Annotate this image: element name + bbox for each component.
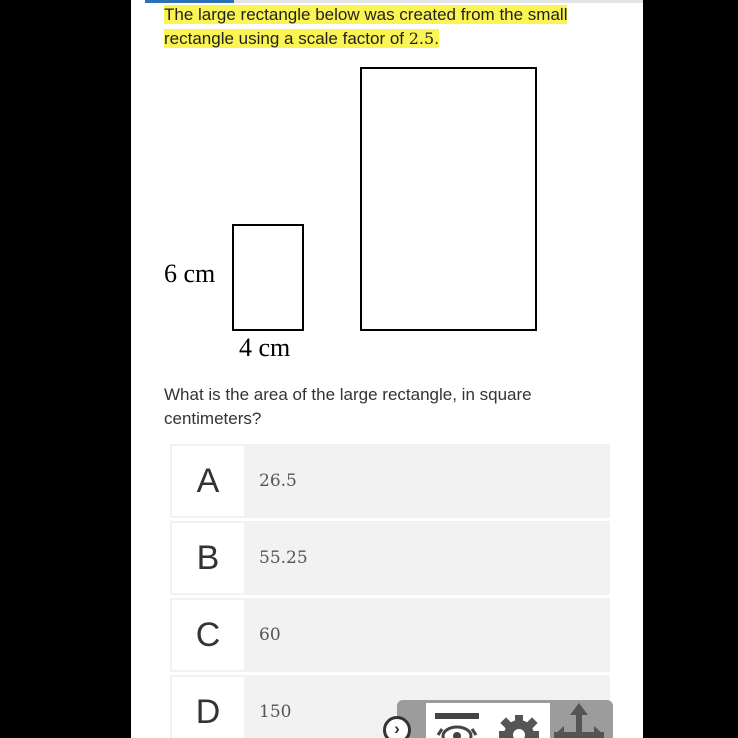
choice-b[interactable] (170, 521, 610, 595)
question-text (164, 3, 604, 50)
small-rectangle (232, 224, 304, 331)
large-rectangle (360, 67, 537, 331)
question-prompt: What is the area of the large rectangle, in square centimeters? (164, 385, 532, 428)
choice-letter: C (172, 600, 244, 670)
choice-c[interactable] (170, 598, 610, 672)
choice-value: 150 (259, 702, 292, 722)
scale-factor: 2.5 (408, 28, 435, 48)
gear-icon (488, 703, 550, 738)
small-rect-height-label: 6 cm (164, 259, 216, 288)
eye-reveal-icon (426, 703, 488, 738)
choice-letter: D (172, 677, 244, 738)
small-rect-width-label: 4 cm (239, 333, 291, 362)
choice-letter: B (172, 523, 244, 593)
chevron-right-icon[interactable]: › (383, 716, 411, 738)
choice-value: 26.5 (259, 471, 297, 491)
choice-letter: A (172, 446, 244, 516)
tool-palette (394, 700, 613, 738)
question-line: The large rectangle below was created from the small rectangle using a scale factor of (164, 5, 568, 48)
choice-value: 60 (259, 625, 281, 645)
question-end-punct: . (434, 28, 439, 48)
settings-button[interactable] (488, 703, 550, 738)
move-arrows-icon[interactable] (554, 703, 604, 738)
question-page (131, 0, 643, 738)
choice-value: 55.25 (259, 548, 308, 568)
choice-a[interactable] (170, 444, 610, 518)
answer-eliminator-button[interactable] (426, 703, 488, 738)
